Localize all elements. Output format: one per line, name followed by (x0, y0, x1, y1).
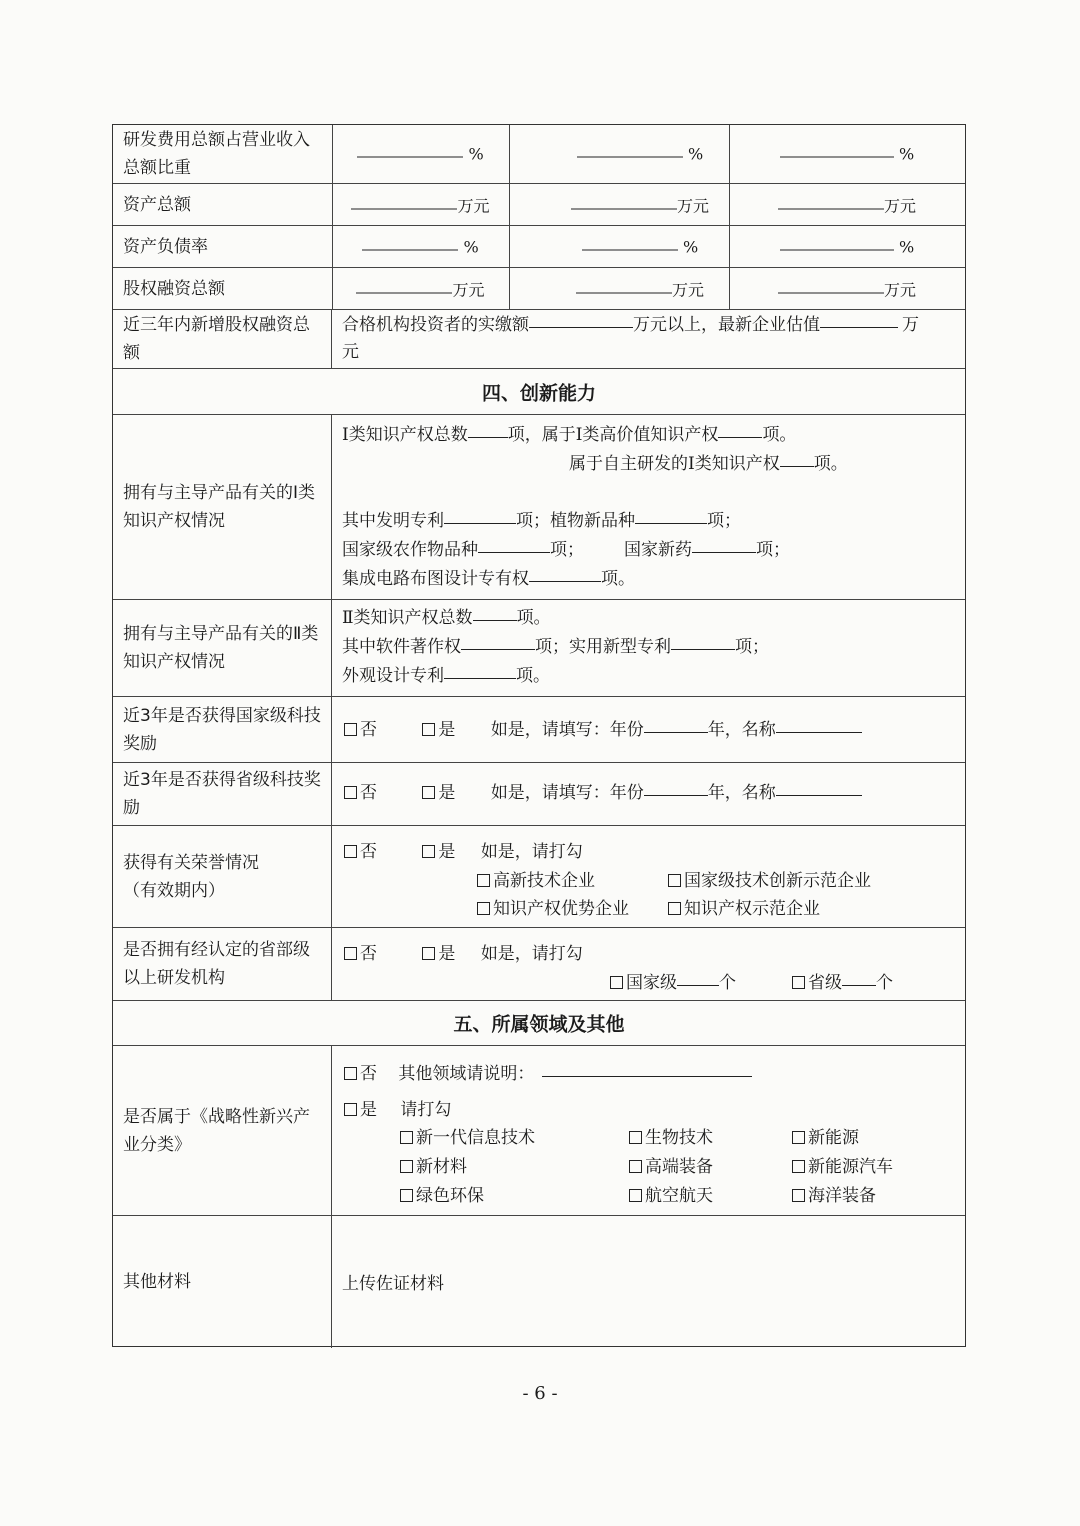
provincial-award-label: 近3年是否获得省级科技奖励 (113, 763, 332, 825)
software-copyright-field[interactable] (461, 648, 535, 650)
other-field-description[interactable] (542, 1075, 752, 1077)
provincial-award-yes-checkbox[interactable] (422, 786, 435, 799)
table-row: 近3年是否获得国家级科技奖励 否 是 如是，请填写：年份 年，名称 (113, 697, 965, 763)
rnd-yes-checkbox[interactable] (422, 947, 435, 960)
table-row: 近3年是否获得省级科技奖励 否 是 如是，请填写：年份 年，名称 (113, 763, 965, 826)
table-row: 股权融资总额 万元 万元 万元 (113, 268, 965, 310)
field-checkbox[interactable] (629, 1131, 642, 1144)
table-row: 拥有与主导产品有关的Ⅰ类知识产权情况 Ⅰ类知识产权总数 项，属于Ⅰ类高价值知识产权 项。 属于自主研发的Ⅰ类知识产权 项。 其中发明专利 项；植物新品种 项； 国家级农作物品种 项； 国家新药 项； 集成电路布图设计专有权 项。 (113, 415, 965, 600)
debt-ratio-field-1[interactable] (362, 248, 458, 250)
new-drug-field[interactable] (692, 551, 756, 553)
debt-ratio-field-2[interactable] (582, 248, 678, 250)
field-checkbox[interactable] (400, 1189, 413, 1202)
field-checkbox[interactable] (792, 1160, 805, 1173)
ip1-self-developed-field[interactable] (780, 465, 814, 467)
table-row: 研发费用总额占营业收入总额比重 % % % (113, 125, 965, 184)
provincial-award-no-checkbox[interactable] (344, 786, 357, 799)
equity-financing-field-1[interactable] (356, 291, 452, 293)
rd-ratio-field-2[interactable] (577, 156, 683, 158)
honors-yes-checkbox[interactable] (422, 845, 435, 858)
upload-evidence-link[interactable]: 上传佐证材料 (342, 1274, 444, 1294)
national-award-label: 近3年是否获得国家级科技奖励 (113, 697, 332, 762)
total-assets-field-2[interactable] (571, 207, 677, 209)
utility-model-field[interactable] (671, 648, 735, 650)
national-award-year-field[interactable] (644, 731, 708, 733)
rnd-national-checkbox[interactable] (610, 976, 623, 989)
high-tech-checkbox[interactable] (477, 874, 490, 887)
ip1-label: 拥有与主导产品有关的Ⅰ类知识产权情况 (113, 415, 332, 599)
table-row: 获得有关荣誉情况 （有效期内） 否 是 如是，请打勾 高新技术企业 国家级技术创新示范企业 知识产权优势企业 知识产权示范企业 (113, 826, 965, 928)
table-row: 资产负债率 % % % (113, 226, 965, 268)
ip-demo-checkbox[interactable] (668, 902, 681, 915)
crop-variety-field[interactable] (478, 551, 550, 553)
table-row: 拥有与主导产品有关的Ⅱ类知识产权情况 Ⅱ类知识产权总数 项。 其中软件著作权 项；实用新型专利 项； 外观设计专利 项。 (113, 600, 965, 697)
ip-advantage-checkbox[interactable] (477, 902, 490, 915)
field-checkbox[interactable] (400, 1131, 413, 1144)
investor-paid-field[interactable] (529, 326, 633, 328)
section-5-title: 五、所属领域及其他 (453, 1013, 625, 1036)
total-assets-field-3[interactable] (778, 207, 884, 209)
rnd-institution-label: 是否拥有经认定的省部级以上研发机构 (113, 928, 332, 1000)
total-assets-label: 资产总额 (123, 194, 191, 215)
rnd-provincial-count-field[interactable] (842, 984, 876, 986)
provincial-award-year-field[interactable] (644, 794, 708, 796)
new-equity-label: 近三年内新增股权融资总额 (113, 310, 332, 368)
honors-label: 获得有关荣誉情况 （有效期内） (113, 826, 332, 927)
field-checkbox[interactable] (629, 1189, 642, 1202)
strategic-yes-checkbox[interactable] (344, 1103, 357, 1116)
plant-variety-field[interactable] (635, 522, 707, 524)
section-title-row (113, 1001, 965, 1046)
equity-financing-field-2[interactable] (576, 291, 672, 293)
field-checkbox[interactable] (792, 1189, 805, 1202)
application-form-table (112, 124, 966, 1347)
table-row (113, 1216, 965, 1348)
honors-no-checkbox[interactable] (344, 845, 357, 858)
debt-ratio-field-3[interactable] (780, 248, 894, 250)
national-innovation-demo-checkbox[interactable] (668, 874, 681, 887)
design-patent-field[interactable] (444, 677, 516, 679)
section-4-title: 四、创新能力 (481, 382, 596, 404)
section-title-row (113, 369, 965, 415)
field-checkbox[interactable] (629, 1160, 642, 1173)
table-row: 近三年内新增股权融资总额 合格机构投资者的实缴额 万元以上，最新企业估值 万 元 (113, 310, 965, 369)
ip1-high-value-field[interactable] (718, 436, 762, 438)
other-materials-label: 其他材料 (113, 1216, 332, 1348)
strategic-no-checkbox[interactable] (344, 1067, 357, 1080)
total-assets-field-1[interactable] (351, 207, 457, 209)
provincial-award-name-field[interactable] (776, 794, 862, 796)
national-award-yes-checkbox[interactable] (422, 723, 435, 736)
ip2-label: 拥有与主导产品有关的Ⅱ类知识产权情况 (113, 600, 332, 696)
invention-patent-field[interactable] (444, 522, 516, 524)
ip2-total-field[interactable] (473, 619, 517, 621)
valuation-field[interactable] (820, 326, 898, 328)
ip1-total-field[interactable] (468, 436, 508, 438)
debt-ratio-label: 资产负债率 (123, 236, 208, 257)
strategic-industry-label: 是否属于《战略性新兴产业分类》 (113, 1046, 332, 1215)
ic-layout-field[interactable] (529, 580, 601, 582)
rnd-no-checkbox[interactable] (344, 947, 357, 960)
table-row: 是否拥有经认定的省部级以上研发机构 否 是 如是，请打勾 国家级 个 省级 个 (113, 928, 965, 1001)
rd-ratio-field-3[interactable] (780, 156, 894, 158)
rnd-national-count-field[interactable] (677, 984, 719, 986)
national-award-no-checkbox[interactable] (344, 723, 357, 736)
field-checkbox[interactable] (400, 1160, 413, 1173)
table-row: 是否属于《战略性新兴产业分类》 否 其他领域请说明： 是 请打勾 新一代信息技术 生物技术 新能源 新材料 高端装备 新能源汽车 绿色环保 航空航天 海洋装备 (113, 1046, 965, 1216)
table-row: 资产总额 万元 万元 万元 (113, 184, 965, 226)
equity-financing-field-3[interactable] (778, 291, 884, 293)
rd-ratio-field-1[interactable] (357, 156, 463, 158)
rnd-provincial-checkbox[interactable] (792, 976, 805, 989)
field-checkbox[interactable] (792, 1131, 805, 1144)
page-number: - 6 - (522, 1383, 558, 1404)
equity-financing-label: 股权融资总额 (123, 278, 225, 299)
national-award-name-field[interactable] (776, 731, 862, 733)
rd-ratio-label: 研发费用总额占营业收入总额比重 (123, 130, 310, 178)
